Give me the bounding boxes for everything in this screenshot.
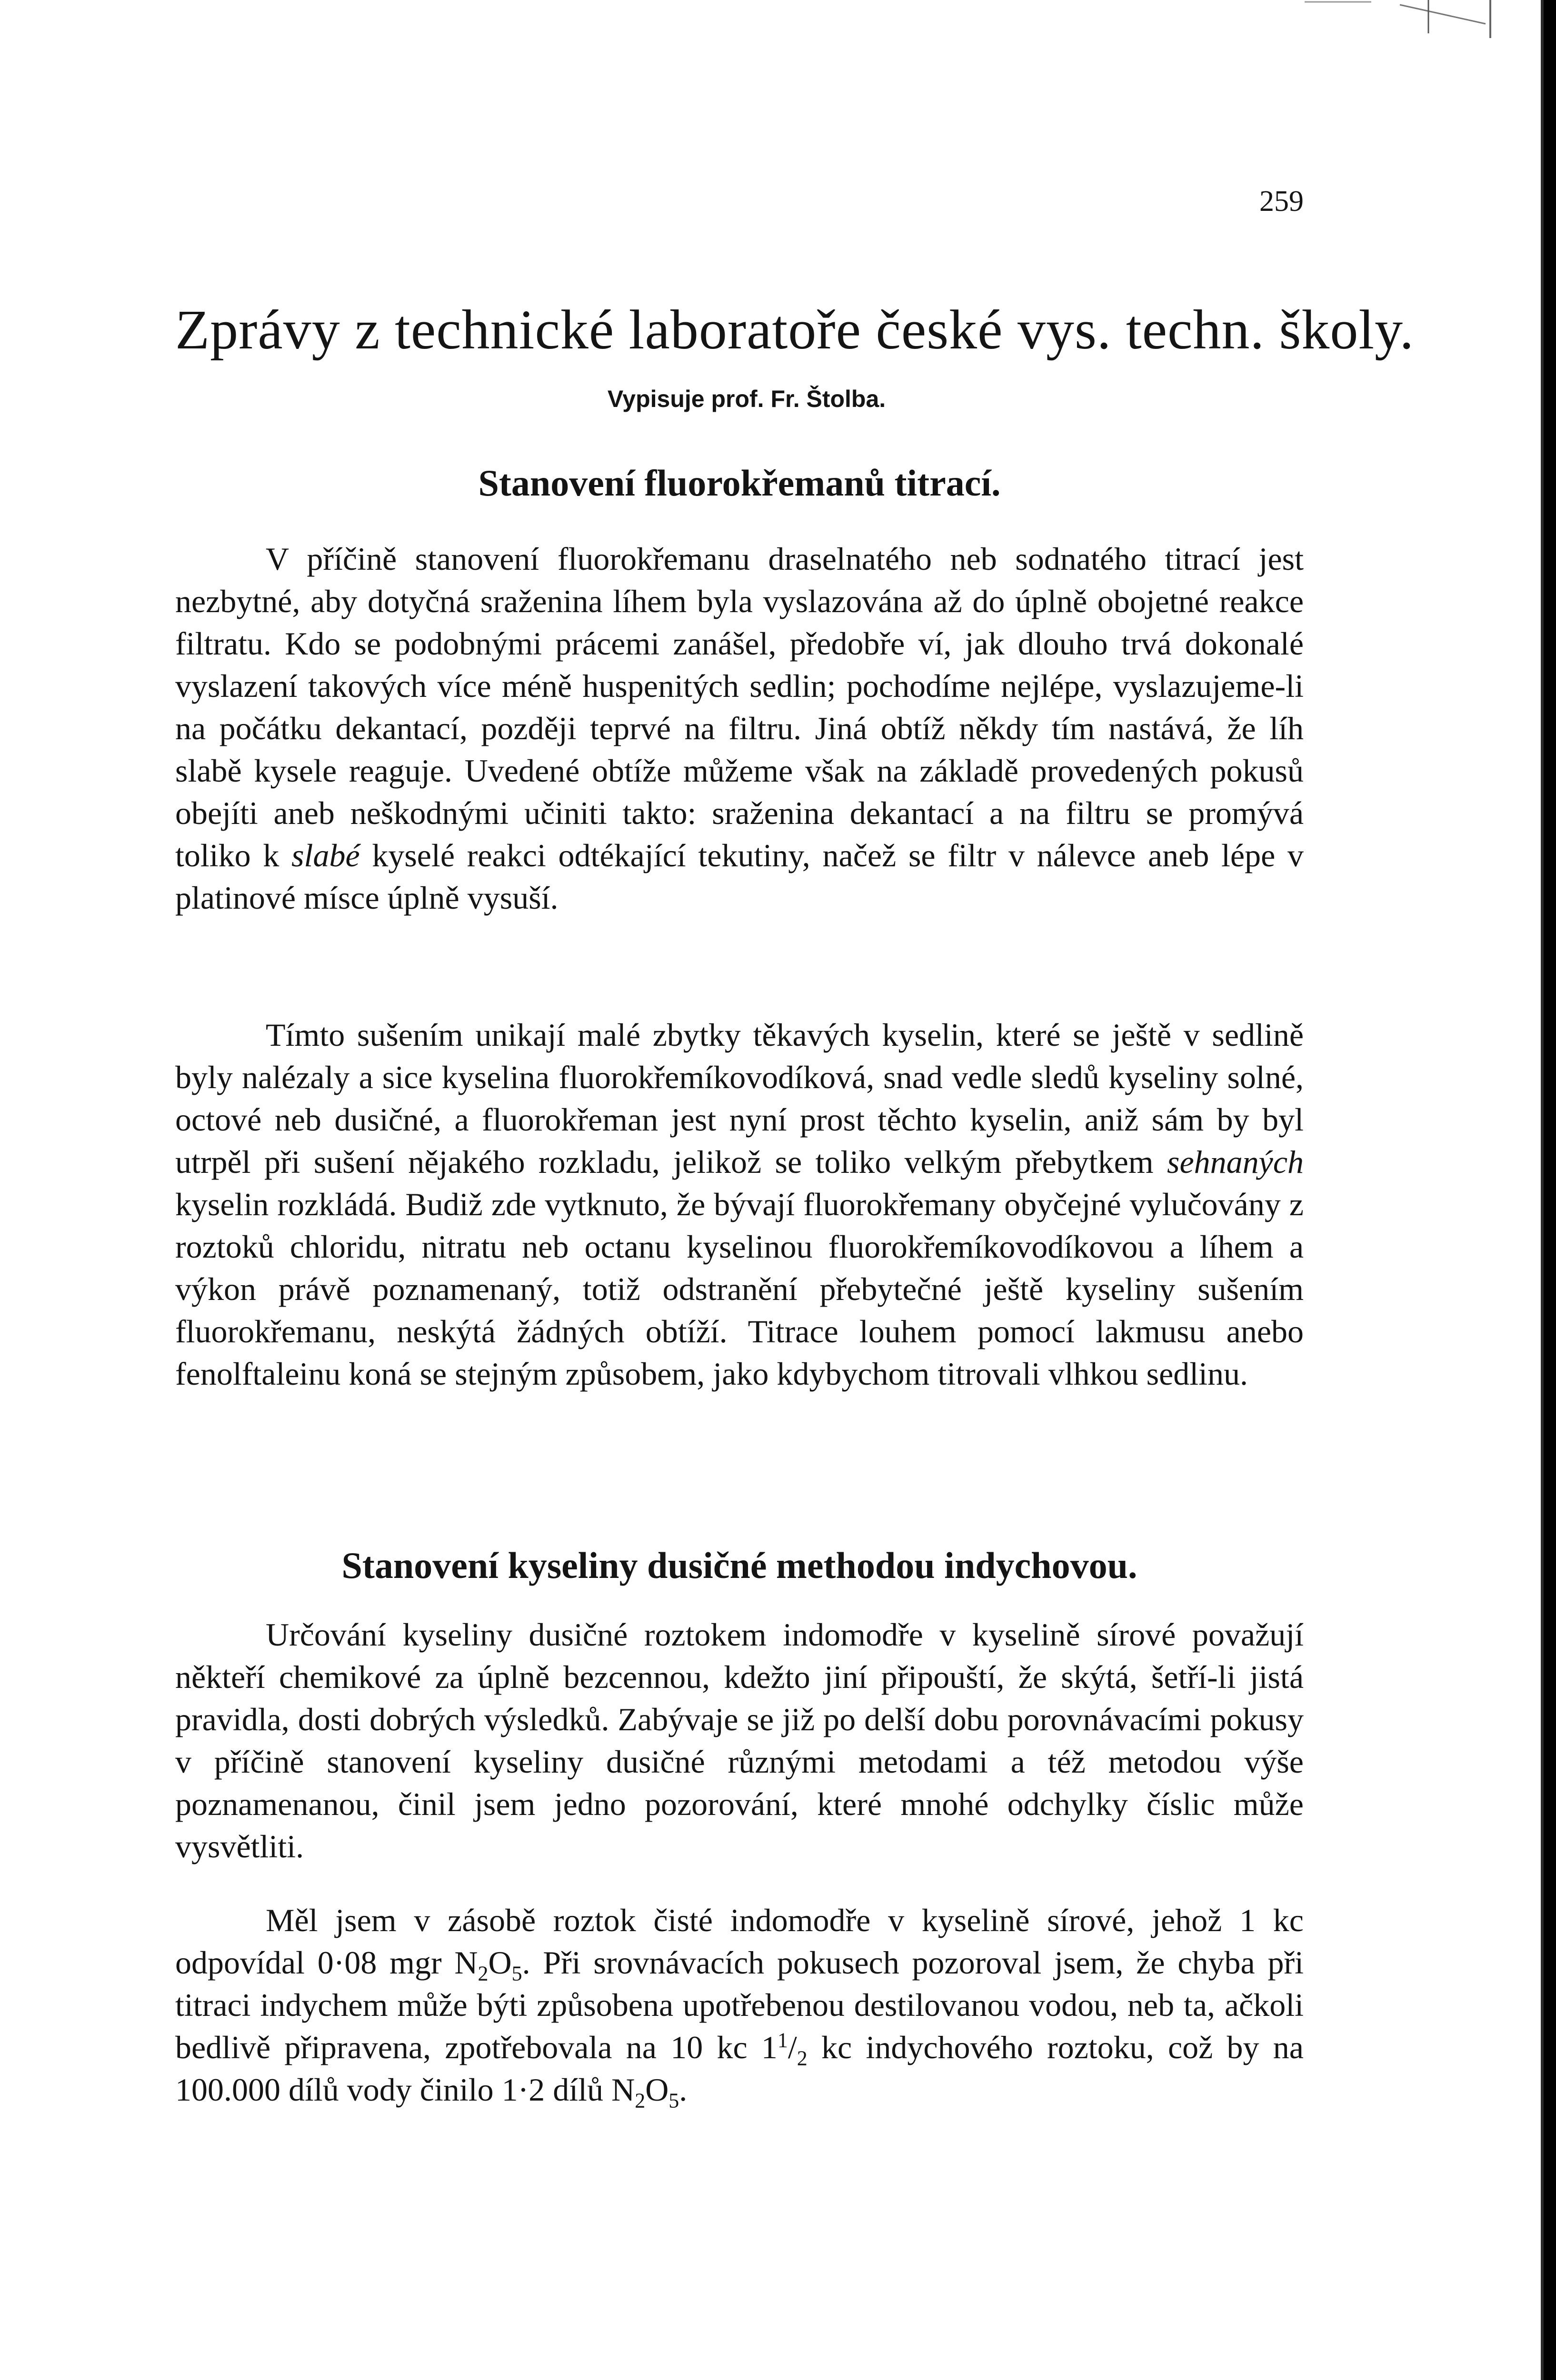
page-number: 259: [1259, 185, 1304, 218]
scan-edge: [1544, 0, 1556, 2380]
paragraph: Měl jsem v zásobě roztok čisté indomodře v kyselině sírové, jehož 1 kc odpovídal 0·08 mgr $N_2O_5$. Při srovnávacích pokusech pozoroval jsem, že chyba při titraci indychem může býti způsobena upotřebenou destilovanou vodou, neb ta, ačkoli bedlivě připravena, zpotřebovala na 10 kc $1^1/_2$ kc indychového roztoku, což by na 100.000 dílů vody činilo 1·2 dílů $N_2O_5$.: [175, 1902, 1304, 2112]
page-title: Zprávy z technické laboratoře české vys. techn. školy.: [175, 298, 1415, 361]
byline: Vypisuje prof. Fr. Štolba.: [607, 386, 886, 412]
section-heading-nitric-acid: Stanovení kyseliny dusičné methodou indychovou.: [341, 1545, 1137, 1586]
scan-artifact-marks: [1286, 0, 1514, 43]
paragraph: V příčině stanovení fluorokřemanu draselnatého neb sodnatého titrací jest nezbytné, aby dotyčná sraženina líhem byla vyslazována až do úplně obojetné reakce filtratu. Kdo se podobnými prácemi zanášel, předobře ví, jak dlouho trvá dokonalé vyslazení takových více méně huspenitých sedlin; pochodíme nejlépe, vyslazujeme-li na počátku dekantací, později teprvé na filtru. Jiná obtíž někdy tím nastává, že líh slabě kysele reaguje. Uvedené obtíže můžeme však na základě provedených pokusů obejíti aneb neškodnými učiniti takto: sraženina dekantací a na filtru se promývá toliko k slabé kyselé reakci odtékající tekutiny, načež se filtr v nálevce aneb lépe v platinové mísce úplně vysuší.: [175, 541, 1304, 916]
emphasis: sehnaných: [1167, 1144, 1304, 1180]
section-heading-fluorosilicates: Stanovení fluorokřemanů titrací.: [478, 462, 1001, 504]
scan-edge-shadow: [1541, 0, 1544, 2380]
emphasis: slabé: [291, 837, 360, 873]
paragraph: Tímto sušením unikají malé zbytky těkavých kyselin, které se ještě v sedlině byly nalézaly a sice kyselina fluorokřemíkovodíková, snad vedle sledů kyseliny solné, octové neb dusičné, a fluorokřeman jest nyní prost těchto kyselin, aniž sám by byl utrpěl při sušení nějakého rozkladu, jelikož se toliko velkým přebytkem sehnaných kyselin rozkládá. Budiž zde vytknuto, že bývají fluorokřemany obyčejné vylučovány z roztoků chloridu, nitratu neb octanu kyselinou fluorokřemíkovodíkovou a líhem a výkon právě poznamenaný, totiž odstranění přebytečné ještě kyseliny sušením fluorokřemanu, neskýtá žádných obtíží. Titrace louhem pomocí lakmusu anebo fenolftaleinu koná se stejným způsobem, jako kdybychom titrovali vlhkou sedlinu.: [175, 1017, 1304, 1392]
paragraph: Určování kyseliny dusičné roztokem indomodře v kyselině sírové považují někteří chemikové za úplně bezcennou, kdežto jiní připouští, že skýtá, šetří-li jistá pravidla, dosti dobrých výsledků. Zabývaje se již po delší dobu porovnávacími pokusy v příčině stanovení kyseliny dusičné různými metodami a též metodou výše poznamenanou, činil jsem jedno pozorování, které mnohé odchylky číslic může vysvětliti.: [175, 1616, 1304, 1864]
